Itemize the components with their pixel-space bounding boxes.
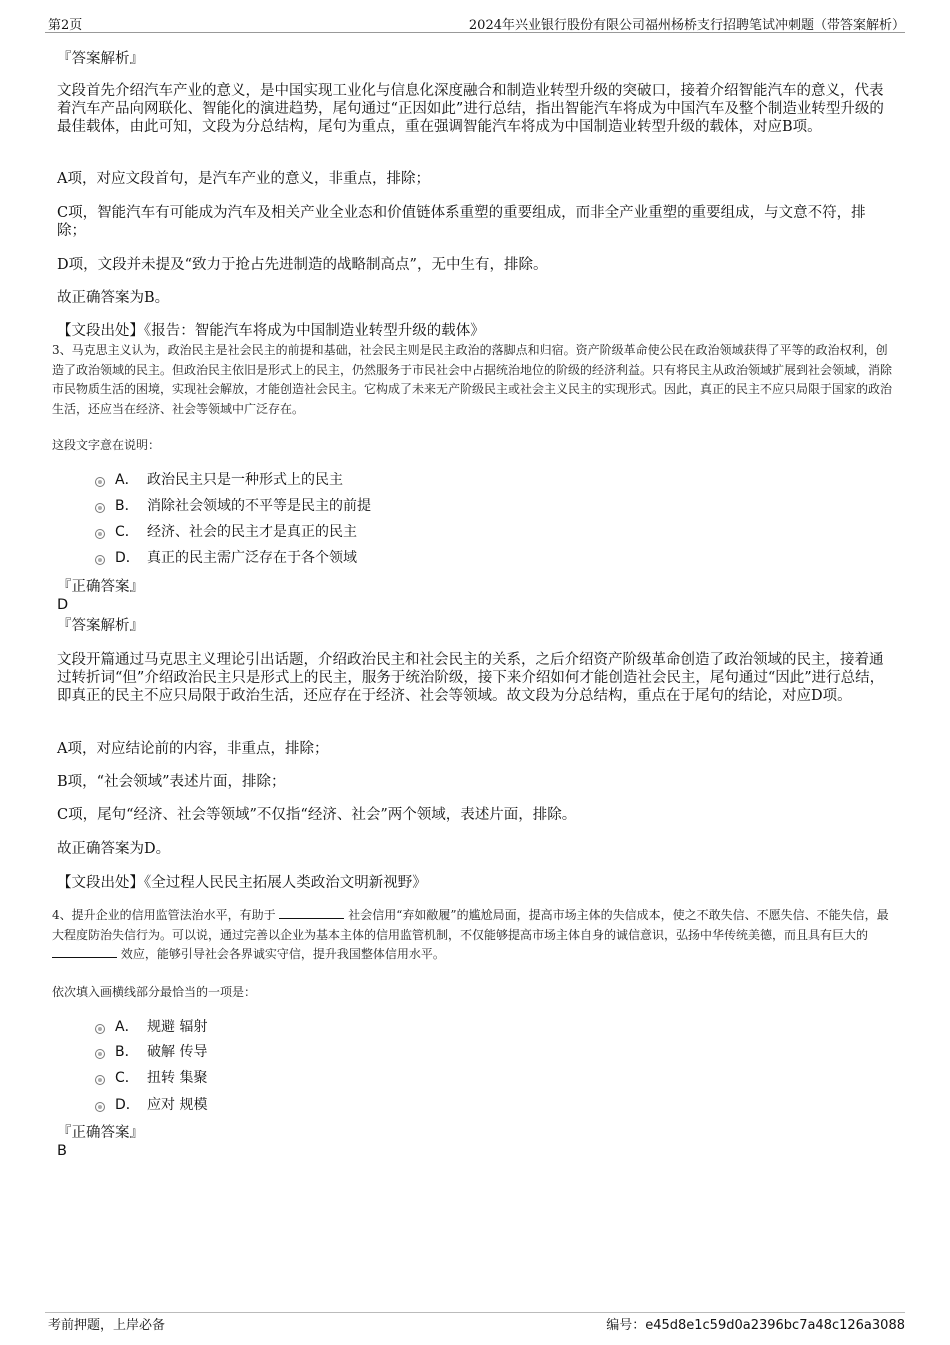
option-c[interactable] — [95, 1069, 207, 1087]
answer-value: B — [57, 1143, 67, 1159]
option-text: 规避 辐射 — [147, 1019, 208, 1035]
document-title: 2024年兴业银行股份有限公司福州杨桥支行招聘笔试冲刺题（带答案解析） — [468, 18, 905, 33]
analysis-option-d: D项，文段并未提及“致力于抢占先进制造的战略制高点”，无中生有，排除。 — [57, 257, 548, 273]
option-d[interactable] — [95, 1096, 207, 1114]
fill-blank — [279, 907, 344, 919]
question-prompt: 依次填入画横线部分最恰当的一项是： — [52, 985, 257, 999]
radio-icon[interactable] — [95, 1075, 105, 1085]
option-letter: C． — [115, 1070, 139, 1086]
page-number: 第2页 — [48, 18, 83, 33]
analysis-option-a: A项，对应结论前的内容，非重点，排除； — [57, 741, 329, 757]
stem-part: 效应，能够引导社会各界诚实守信，提升我国整体信用水平。 — [120, 947, 445, 961]
option-text: 消除社会领域的不平等是民主的前提 — [147, 498, 371, 514]
question-stem: 3、马克思主义认为，政治民主是社会民主的前提和基础，社会民主则是民主政治的落脚点和归宿。资产阶级革命使公民在政治领域获得了平等的政治权利，创造了政治领域的民主。但政治民主依旧是形式上的民主，仍然服务于市民社会中占据统治地位的阶级的经济利益。只有将民主从政治领域扩展到社会领域，消除市民物质生活的困境，实现社会解放，才能创造社会民主。它构成了未来无产阶级民主或社会主义民主的实现形式。因此，真正的民主不应只局限于国家的政治生活，还应当在经济、社会等领域中广泛存在。 — [52, 343, 893, 416]
option-letter: D． — [115, 550, 140, 566]
option-letter: B． — [115, 498, 139, 514]
stem-part: 4、提升企业的信用监管法治水平，有助于 — [52, 908, 276, 922]
header-divider — [45, 32, 905, 33]
code-value: e45d8e1c59d0a2396bc7a48c126a3088 — [645, 1318, 905, 1333]
option-text: 经济、社会的民主才是真正的民主 — [147, 524, 357, 540]
radio-icon[interactable] — [95, 477, 105, 487]
option-b[interactable] — [95, 1043, 207, 1061]
answer-value: D — [57, 597, 69, 613]
option-letter: B． — [115, 1044, 139, 1060]
radio-icon[interactable] — [95, 503, 105, 513]
source-citation: 【文段出处】《全过程人民民主拓展人类政治文明新视野》 — [57, 875, 427, 891]
radio-icon[interactable] — [95, 1024, 105, 1034]
document-code — [606, 1314, 905, 1333]
option-letter: D． — [115, 1097, 140, 1113]
option-letter: C． — [115, 524, 139, 540]
radio-icon[interactable] — [95, 529, 105, 539]
footer-slogan: 考前押题，上岸必备 — [48, 1318, 166, 1333]
option-letter: A． — [115, 472, 139, 488]
analysis-option-c: C项，智能汽车有可能成为汽车及相关产业全业态和价值链体系重塑的重要组成，而非全产业重塑的重要组成，与文意不符，排除； — [57, 205, 866, 239]
analysis-label: 『答案解析』 — [57, 51, 144, 67]
option-b[interactable] — [95, 497, 371, 515]
analysis-option-c: C项，尾句“经济、社会等领域”不仅指“经济、社会”两个领域，表述片面，排除。 — [57, 807, 577, 823]
fill-blank — [52, 946, 117, 958]
radio-icon[interactable] — [95, 1049, 105, 1059]
source-citation: 【文段出处】《报告：智能汽车将成为中国制造业转型升级的载体》 — [57, 323, 485, 339]
option-text: 扭转 集聚 — [147, 1070, 208, 1086]
answer-label: 『正确答案』 — [57, 1125, 144, 1141]
stem-part: 社会信用“弃如敝履”的尴尬局面，提高市场主体的失信成本，使之不敢失信、不愿失信、不能失信，最大程度防治失信行为。可以说，通过完善以企业为基本主体的信用监管机制，不仅能够提高市场主体自身的诚信意识，弘扬中华传统美德，而且具有巨大的 — [52, 908, 889, 942]
analysis-text: 文段首先介绍汽车产业的意义，是中国实现工业化与信息化深度融合和制造业转型升级的突破口，接着介绍智能汽车的意义，代表着汽车产品向网联化、智能化的演进趋势，尾句通过“正因如此”进行总结，指出智能汽车将成为中国汽车及整个制造业转型升级的最佳载体，由此可知，文段为分总结构，尾句为重点，重在强调智能汽车将成为中国制造业转型升级的载体，对应B项。 — [57, 83, 884, 135]
analysis-conclusion: 故正确答案为D。 — [57, 841, 171, 857]
option-a[interactable] — [95, 1018, 207, 1036]
option-a[interactable] — [95, 471, 343, 489]
option-d[interactable] — [95, 549, 357, 567]
analysis-option-a: A项，对应文段首句，是汽车产业的意义，非重点，排除； — [57, 171, 430, 187]
analysis-conclusion: 故正确答案为B。 — [57, 290, 170, 306]
answer-label: 『正确答案』 — [57, 579, 144, 595]
option-letter: A． — [115, 1019, 139, 1035]
option-text: 破解 传导 — [147, 1044, 208, 1060]
radio-icon[interactable] — [95, 1102, 105, 1112]
analysis-text: 文段开篇通过马克思主义理论引出话题，介绍政治民主和社会民主的关系，之后介绍资产阶级革命创造了政治领域的民主，接着通过转折词“但”介绍政治民主只是形式上的民主，服务于统治阶级，接下来介绍如何才能创造社会民主，尾句通过“因此”进行总结，即真正的民主不应只局限于政治生活，还应存在于经济、社会等领域。故文段为分总结构，重点在于尾句的结论，对应D项。 — [57, 652, 885, 704]
analysis-label: 『答案解析』 — [57, 618, 144, 634]
option-text: 应对 规模 — [147, 1097, 208, 1113]
code-label: 编号： — [606, 1318, 646, 1333]
analysis-option-b: B项，“社会领域”表述片面，排除； — [57, 774, 286, 790]
footer-divider — [45, 1312, 905, 1313]
option-text: 政治民主只是一种形式上的民主 — [147, 472, 343, 488]
question-prompt: 这段文字意在说明： — [52, 438, 161, 452]
option-c[interactable] — [95, 523, 357, 541]
option-text: 真正的民主需广泛存在于各个领域 — [147, 550, 357, 566]
radio-icon[interactable] — [95, 555, 105, 565]
question-stem — [52, 906, 897, 965]
